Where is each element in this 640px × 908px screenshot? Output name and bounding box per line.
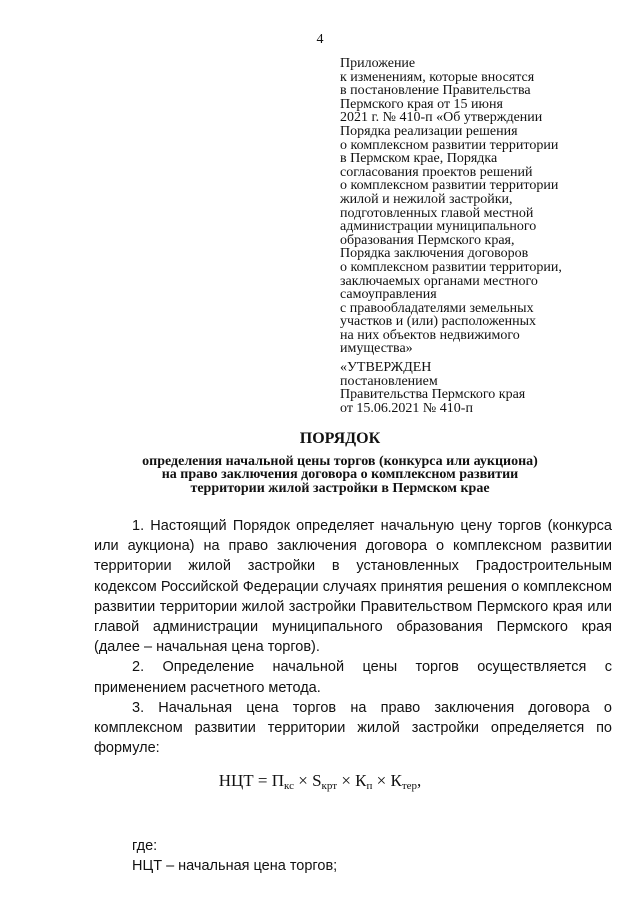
paragraph-2	[94, 657, 612, 697]
appendix-line: к изменениям, которые вносятся	[340, 69, 535, 85]
paragraph-2-text: 2. Определение начальной цены торгов осуществляется с применением расчетного метода.	[94, 659, 612, 696]
formula-times: ×	[337, 771, 356, 790]
approval-line: от 15.06.2021 № 410-п	[340, 400, 473, 416]
formula-term-4-sub: тер	[401, 780, 418, 792]
formula-lhs: НЦТ	[218, 771, 254, 790]
appendix-line: в Пермском крае, Порядка	[340, 151, 498, 167]
formula-term-3-sub: п	[366, 780, 373, 792]
paragraph-3-text: 3. Начальная цена торгов на право заключения договора о комплексном развитии территории жилой застройки определяется по формуле:	[94, 699, 612, 757]
formula-term-2-sub: крт	[321, 780, 338, 792]
approval-stamp	[340, 361, 620, 415]
formula-term-2: S	[312, 771, 322, 790]
formula-end: ,	[417, 771, 422, 790]
appendix-line: участков и (или) расположенных	[340, 314, 537, 330]
document-title: ПОРЯДОК	[299, 430, 381, 447]
appendix-line: заключаемых органами местного	[340, 273, 538, 289]
formula-term-1-sub: кс	[284, 780, 294, 792]
appendix-header	[340, 57, 620, 356]
appendix-line: подготовленных главой местной	[340, 205, 534, 221]
approval-line: «УТВЕРЖДЕН	[340, 360, 432, 375]
appendix-line: жилой и нежилой застройки,	[340, 191, 513, 207]
document-body	[94, 516, 612, 758]
appendix-line: в постановление Правительства	[340, 83, 531, 99]
appendix-line: имущества»	[340, 341, 413, 357]
page-number: 4	[316, 32, 324, 47]
appendix-line: о комплексном развитии территории	[340, 178, 559, 194]
where-label: где:	[132, 838, 158, 854]
appendix-line: Порядка заключения договоров	[340, 246, 529, 262]
subtitle-line: на право заключения договора о комплексном развитии	[161, 467, 519, 483]
appendix-line: Порядка реализации решения	[340, 123, 518, 139]
formula-times: ×	[372, 771, 391, 790]
approval-line: постановлением	[340, 373, 438, 389]
paragraph-1	[94, 516, 612, 657]
paragraph-1-text: 1. Настоящий Порядок определяет начальную цену торгов (конкурса или аукциона) на право заключения договора о комплексном развитии территории жилой застройки в установленных Градостроительным кодексом Российской Федерации случаях принятия решения о комплексном развитии территории жилой застройки Правительством Пермского края или главой администрации муниципального образования Пермского края (далее – начальная цена торгов).	[94, 518, 612, 656]
appendix-line: с правообладателями земельных	[340, 300, 534, 316]
appendix-line: Пермского края от 15 июня	[340, 96, 503, 112]
formula-term-3: К	[355, 771, 367, 790]
appendix-line: Приложение	[340, 56, 416, 71]
formula-term-4: К	[390, 771, 402, 790]
subtitle-line: территории жилой застройки в Пермском крае	[190, 480, 490, 496]
definition-nct: НЦТ – начальная цена торгов;	[132, 858, 338, 874]
appendix-line: о комплексном развитии территории	[340, 137, 559, 153]
price-formula	[0, 771, 640, 792]
formula-times: ×	[293, 771, 313, 790]
appendix-line: на них объектов недвижимого	[340, 327, 520, 343]
appendix-line: согласования проектов решений	[340, 164, 533, 180]
appendix-line: образования Пермского края,	[340, 232, 515, 248]
appendix-line: самоуправления	[340, 287, 437, 303]
formula-term-1: П	[271, 771, 285, 790]
paragraph-3	[94, 698, 612, 759]
document-subtitle	[0, 455, 640, 495]
subtitle-line: определения начальной цены торгов (конкурса или аукциона)	[142, 454, 538, 469]
approval-line: Правительства Пермского края	[340, 387, 526, 403]
appendix-line: администрации муниципального	[340, 219, 537, 235]
appendix-line: 2021 г. № 410-п «Об утверждении	[340, 110, 543, 126]
appendix-line: о комплексном развитии территории,	[340, 259, 562, 275]
formula-equals: =	[253, 771, 272, 790]
